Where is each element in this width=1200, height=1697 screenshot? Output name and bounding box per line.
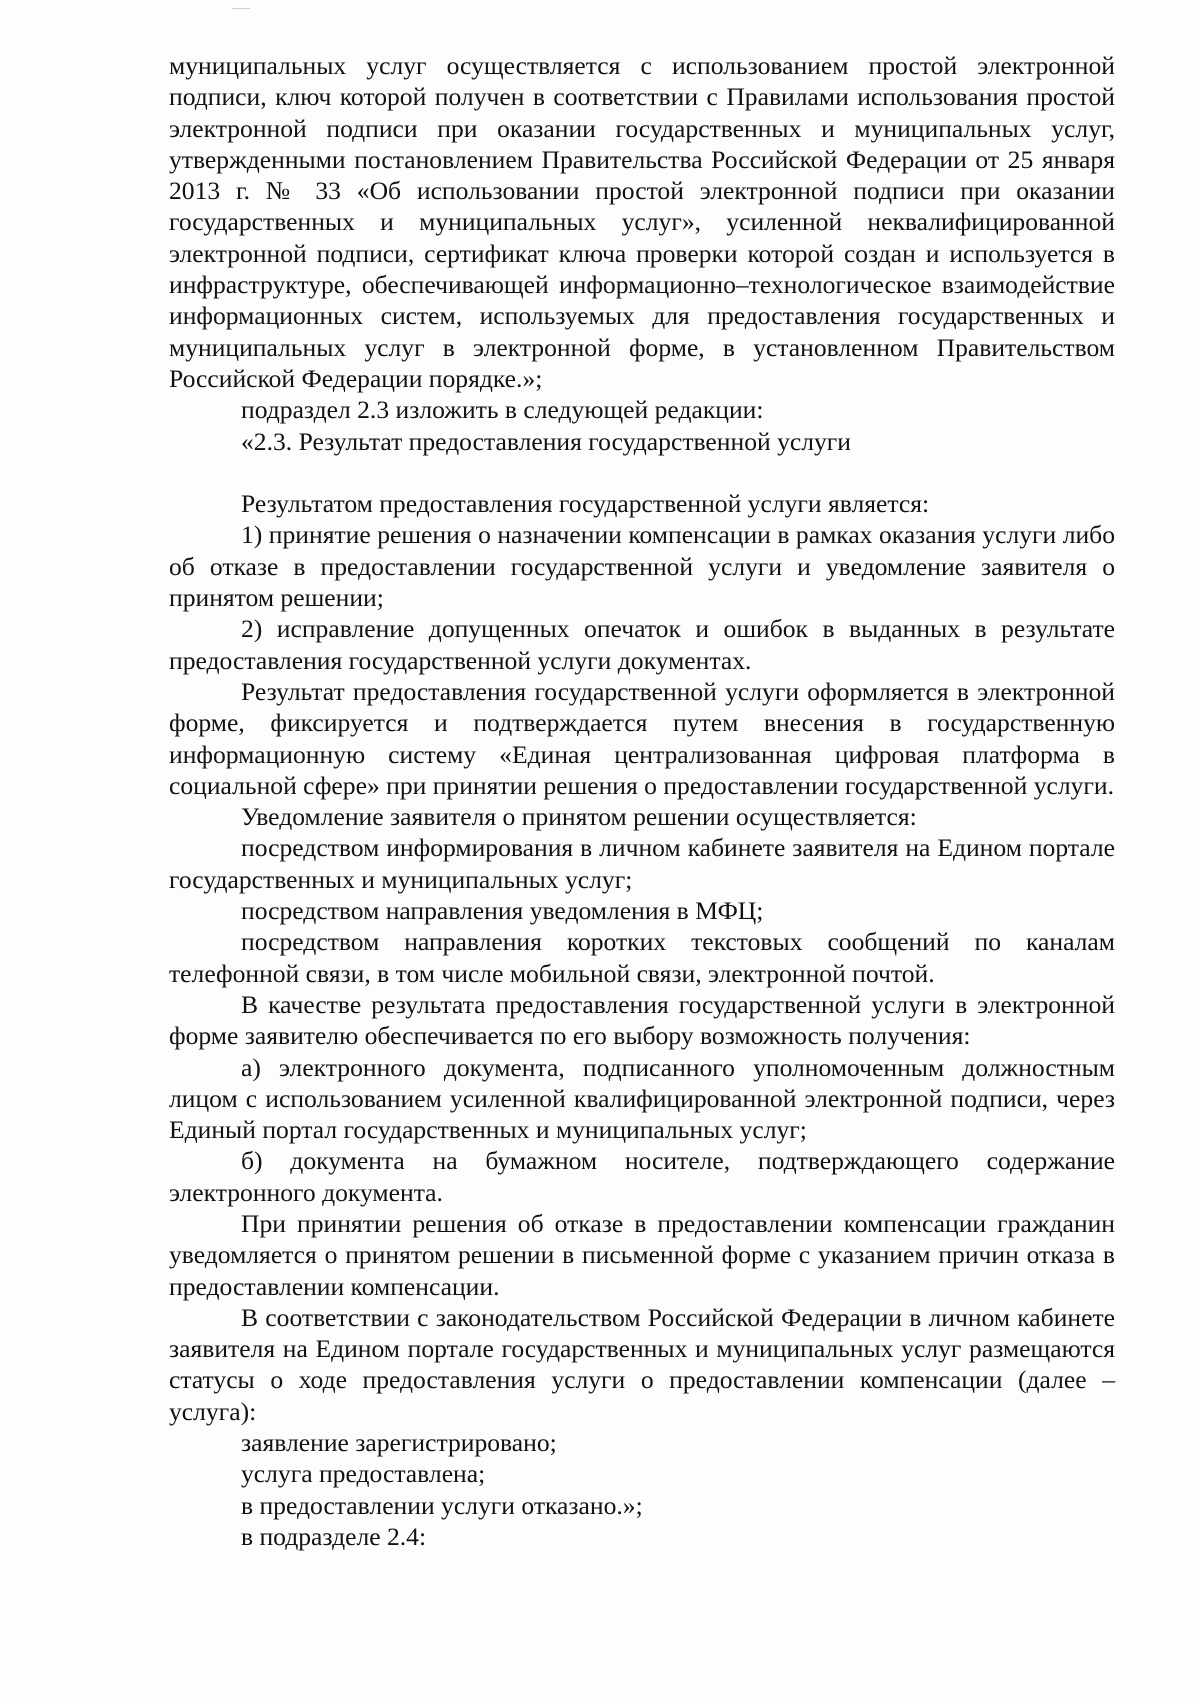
paragraph-subsection-2-4: в подразделе 2.4: bbox=[241, 1521, 427, 1551]
status-item-provided: услуга предоставлена; bbox=[241, 1459, 486, 1489]
notification-method-mfc: посредством направления уведомления в МФЦ; bbox=[241, 896, 764, 926]
status-item-refused: в предоставлении услуги отказано.»; bbox=[241, 1490, 643, 1520]
status-item-registered: заявление зарегистрировано; bbox=[241, 1428, 557, 1458]
notification-method-sms: посредством направления коротких текстовых сообщений по каналам телефонной связи, в том числе мобильной связи, электронной почтой. bbox=[169, 927, 1115, 988]
paragraph-subsection-2-3-instruction: подраздел 2.3 изложить в следующей редакции: bbox=[241, 395, 764, 425]
paragraph-refusal-notice: При принятии решения об отказе в предоставлении компенсации гражданин уведомляется о принятом решении в письменной форме с указанием причин отказа в предоставлении компенсации. bbox=[169, 1208, 1115, 1301]
paragraph-result-format: Результат предоставления государственной услуги оформляется в электронной форме, фиксируется и подтверждается путем внесения в государственную информационную систему «Единая централизованная цифровая платформа в социальной сфере» при принятии решения о предоставлении государственной услуги. bbox=[169, 676, 1115, 800]
document-body bbox=[169, 50, 1115, 1552]
scan-artifact bbox=[232, 8, 250, 9]
section-heading-2-3: «2.3. Результат предоставления государственной услуги bbox=[241, 426, 851, 456]
paragraph-notification-intro: Уведомление заявителя о принятом решении осуществляется: bbox=[241, 802, 917, 832]
paragraph-result-intro: Результатом предоставления государственной услуги является: bbox=[241, 489, 930, 519]
list-item-2: 2) исправление допущенных опечаток и ошибок в выданных в результате предоставления государственной услуги документах. bbox=[169, 614, 1115, 675]
list-item-1: 1) принятие решения о назначении компенсации в рамках оказания услуги либо об отказе в предоставлении государственной услуги и уведомление заявителя о принятом решении; bbox=[169, 520, 1115, 613]
notification-method-portal: посредством информирования в личном кабинете заявителя на Едином портале государственных и муниципальных услуг; bbox=[169, 833, 1115, 894]
option-item-a: а) электронного документа, подписанного уполномоченным должностным лицом с использованием усиленной квалифицированной электронной подписи, через Единый портал государственных и муниципальных услуг; bbox=[169, 1052, 1115, 1145]
paragraph-portal-statuses: В соответствии с законодательством Российской Федерации в личном кабинете заявителя на Едином портале государственных и муниципальных услуг размещаются статусы о ходе предоставления услуги о предоставлении компенсации (далее – услуга): bbox=[169, 1302, 1115, 1426]
option-item-b: б) документа на бумажном носителе, подтверждающего содержание электронного документа. bbox=[169, 1146, 1115, 1207]
paragraph-electronic-result-options: В качестве результата предоставления государственной услуги в электронной форме заявителю обеспечивается по его выбору возможность получения: bbox=[169, 989, 1115, 1051]
blank-line bbox=[169, 457, 1115, 488]
paragraph-continued-electronic-signature: муниципальных услуг осуществляется с использованием простой электронной подписи, ключ которой получен в соответствии с Правилами использования простой электронной подписи при оказании государственных и муниципальных услуг, утвержденными постановлением Правительства Российской Федерации от 25 января 2013 г. № 33 «Об использовании простой электронной подписи при оказании государственных и муниципальных услуг», усиленной неквалифицированной электронной подписи, сертификат ключа проверки которой создан и используется в инфраструктуре, обеспечивающей информационно–технологическое взаимодействие информационных систем, используемых для предоставления государственных и муниципальных услуг в электронной форме, в установленном Правительством Российской Федерации порядке.»; bbox=[169, 51, 1115, 393]
